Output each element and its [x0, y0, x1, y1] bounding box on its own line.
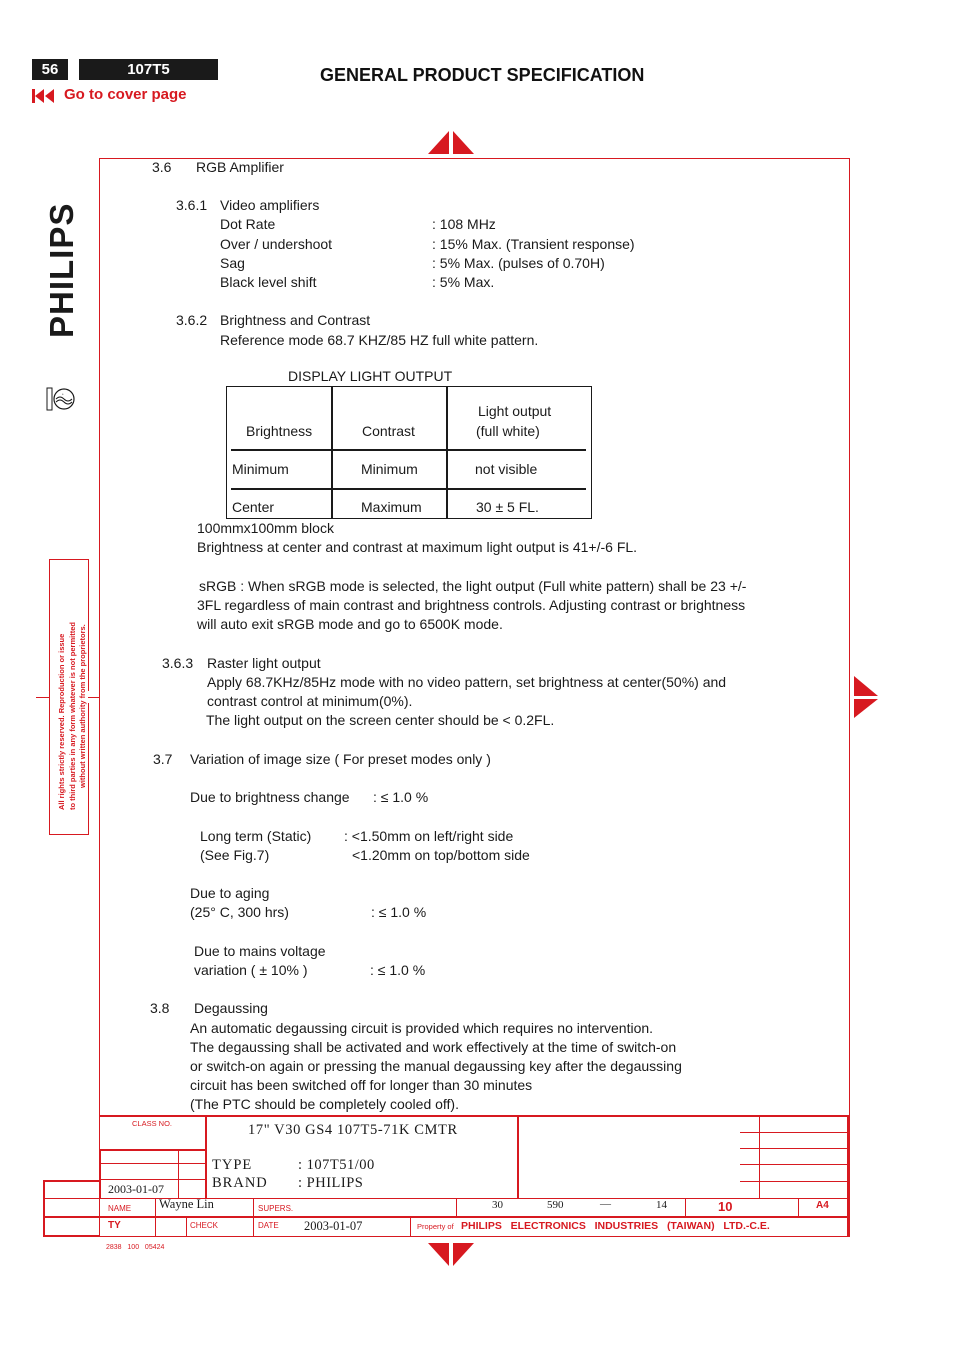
table-header: Light output	[478, 403, 552, 419]
table-cell: not visible	[475, 461, 538, 477]
section-title: Video amplifiers	[220, 197, 320, 213]
class-no-label: CLASS NO.	[132, 1119, 173, 1128]
fold-mark-left	[36, 697, 50, 698]
paragraph-line: 3FL regardless of main contrast and brightness controls. Adjusting contrast or brightness	[197, 597, 746, 613]
titleblock-divider	[740, 1181, 848, 1182]
paragraph-line: The degaussing shall be activated and work effectively at the time of switch-on	[190, 1039, 677, 1055]
titleblock-divider	[178, 1149, 179, 1199]
titleblock-divider	[205, 1115, 207, 1199]
code-dash: —	[600, 1198, 611, 1210]
paragraph-line: or switch-on again or pressing the manual degaussing key after the degaussing	[190, 1058, 682, 1074]
sheet-number: 10	[718, 1199, 733, 1214]
spec-label: Over / undershoot	[220, 236, 333, 252]
cover-page-link-label: Go to cover page	[64, 86, 187, 103]
titleblock-divider	[410, 1217, 411, 1237]
titleblock-divider	[99, 1179, 206, 1180]
paragraph-line: The light output on the screen center should be < 0.2FL.	[206, 712, 555, 728]
section-number: 3.6	[152, 159, 172, 175]
titleblock-divider	[43, 1216, 99, 1218]
page-title: GENERAL PRODUCT SPECIFICATION	[320, 65, 645, 85]
previous-page-arrow-icon[interactable]	[428, 131, 474, 155]
supers-label: SUPERS.	[258, 1204, 294, 1213]
svg-text:*: *	[62, 392, 64, 397]
table-cell: Minimum	[232, 461, 289, 477]
brand-value: : PHILIPS	[298, 1175, 364, 1191]
model-badge: 107T5	[79, 59, 218, 80]
code-30: 30	[492, 1199, 503, 1211]
table-cell: Minimum	[361, 461, 418, 477]
paragraph-line: contrast control at minimum(0%).	[207, 693, 413, 709]
spec-value: : 15% Max. (Transient response)	[432, 236, 635, 252]
titleblock-divider	[517, 1115, 519, 1199]
table-header: Contrast	[362, 423, 415, 439]
spec-label: (See Fig.7)	[200, 847, 270, 863]
date-field: 2003-01-07	[108, 1182, 164, 1196]
spec-value: : ≤ 1.0 %	[371, 904, 427, 920]
spec-label: (25° C, 300 hrs)	[190, 904, 289, 920]
spec-label: Long term (Static)	[200, 828, 312, 844]
check-label: CHECK	[190, 1221, 219, 1230]
section-number: 3.6.1	[176, 197, 208, 213]
titleblock-divider	[43, 1198, 99, 1199]
spec-value: : <1.50mm on left/right side	[344, 828, 514, 844]
spec-value: : ≤ 1.0 %	[370, 962, 426, 978]
type-value: : 107T51/00	[298, 1157, 375, 1173]
section-title: Variation of image size ( For preset modes only )	[190, 751, 491, 767]
brand-label: BRAND	[212, 1175, 268, 1191]
first-page-icon	[32, 88, 56, 104]
footer-code: 2838 100 05424	[106, 1244, 165, 1251]
section-number: 3.7	[153, 751, 173, 767]
table-cell: Maximum	[361, 499, 422, 515]
paragraph-line: 100mmx100mm block	[197, 520, 334, 536]
table-divider	[331, 386, 333, 519]
section-title: Brightness and Contrast	[220, 312, 371, 328]
section-number: 3.6.2	[176, 312, 208, 328]
paragraph-line: will auto exit sRGB mode and go to 6500K mode.	[197, 616, 503, 632]
date-label: DATE	[258, 1221, 279, 1230]
titleblock-divider	[99, 1149, 206, 1151]
titleblock-divider	[43, 1180, 45, 1236]
paragraph-line: Brightness at center and contrast at maximum light output is 41+/-6 FL.	[197, 539, 638, 555]
rights-notice: All rights strictly reserved. Reproduction or issue to third parties in any form whatever is not permitted without written authority from the proprietors.	[57, 622, 87, 810]
philips-shield-icon	[46, 387, 76, 411]
table-divider	[231, 449, 586, 451]
spec-value: : 108 MHz	[432, 216, 496, 232]
section-number: 3.8	[150, 1000, 170, 1016]
notice-bottom-line	[49, 834, 89, 835]
code-14: 14	[656, 1199, 667, 1211]
spec-label: Dot Rate	[220, 216, 276, 232]
spec-value: : 5% Max. (pulses of 0.70H)	[432, 255, 605, 271]
titleblock-divider	[99, 1149, 101, 1199]
titleblock-divider	[847, 1115, 849, 1237]
titleblock-divider	[99, 1216, 850, 1218]
paragraph-line: Apply 68.7KHz/85Hz mode with no video pattern, set brightness at center(50%) and	[207, 674, 727, 690]
type-label: TYPE	[212, 1157, 253, 1173]
section-title: Degaussing	[194, 1000, 268, 1016]
company-name: PHILIPS ELECTRONICS INDUSTRIES (TAIWAN) LTD.-C.E.	[461, 1220, 770, 1232]
date-value: 2003-01-07	[304, 1219, 363, 1233]
down-page-arrow-icon[interactable]	[428, 1243, 474, 1267]
property-of-label: Property of	[417, 1222, 454, 1231]
spec-label: Black level shift	[220, 274, 317, 290]
spec-value: <1.20mm on top/bottom side	[352, 847, 530, 863]
spec-label: Sag	[220, 255, 245, 271]
titleblock-divider	[43, 1235, 99, 1237]
philips-logo: PHILIPS	[43, 202, 80, 338]
table-divider	[231, 488, 586, 490]
spec-value: : 5% Max.	[432, 274, 495, 290]
titleblock-top-line	[99, 1115, 850, 1117]
table-cell: 30 ± 5 FL.	[476, 499, 539, 515]
paper-size: A4	[816, 1200, 829, 1211]
spec-label: Due to brightness change	[190, 789, 350, 805]
section-number: 3.6.3	[162, 655, 194, 671]
table-divider	[446, 386, 448, 519]
page-number: 56	[32, 59, 68, 80]
product-name: 17" V30 GS4 107T5-71K CMTR	[248, 1122, 458, 1138]
titleblock-divider	[759, 1115, 760, 1199]
code-590: 590	[547, 1199, 564, 1211]
titleblock-divider	[155, 1198, 156, 1237]
titleblock-divider	[186, 1217, 187, 1237]
fold-mark-right	[88, 697, 99, 698]
next-page-arrow-icon[interactable]	[854, 676, 880, 720]
titleblock-divider	[456, 1198, 457, 1217]
titleblock-divider	[740, 1132, 848, 1133]
spec-value: : ≤ 1.0 %	[373, 789, 429, 805]
paragraph-line: (The PTC should be completely cooled off).	[190, 1096, 459, 1112]
titleblock-divider	[740, 1164, 848, 1165]
spec-label: Due to aging	[190, 885, 270, 901]
table-header: Brightness	[246, 423, 313, 439]
paragraph-line: Reference mode 68.7 KHZ/85 HZ full white pattern.	[220, 332, 539, 348]
titleblock-divider	[685, 1198, 686, 1217]
name-value: Wayne Lin	[159, 1197, 214, 1211]
titleblock-divider	[43, 1180, 99, 1182]
paragraph-line: sRGB : When sRGB mode is selected, the light output (Full white pattern) shall be 23 +/-	[199, 578, 747, 594]
spec-label: variation ( ± 10% )	[194, 962, 308, 978]
paragraph-line: An automatic degaussing circuit is provided which requires no intervention.	[190, 1020, 654, 1036]
section-title: RGB Amplifier	[196, 159, 284, 175]
table-title: DISPLAY LIGHT OUTPUT	[288, 368, 453, 384]
name-label: NAME	[108, 1204, 132, 1213]
titleblock-divider	[740, 1148, 848, 1149]
titleblock-divider	[253, 1198, 254, 1237]
table-cell: Center	[232, 499, 275, 515]
ty-label: TY	[108, 1220, 121, 1231]
paragraph-line: circuit has been switched off for longer than 30 minutes	[190, 1077, 533, 1093]
section-title: Raster light output	[207, 655, 321, 671]
table-header: (full white)	[476, 423, 540, 439]
spec-label: Due to mains voltage	[194, 943, 326, 959]
titleblock-divider	[99, 1163, 206, 1164]
titleblock-divider	[798, 1198, 799, 1217]
